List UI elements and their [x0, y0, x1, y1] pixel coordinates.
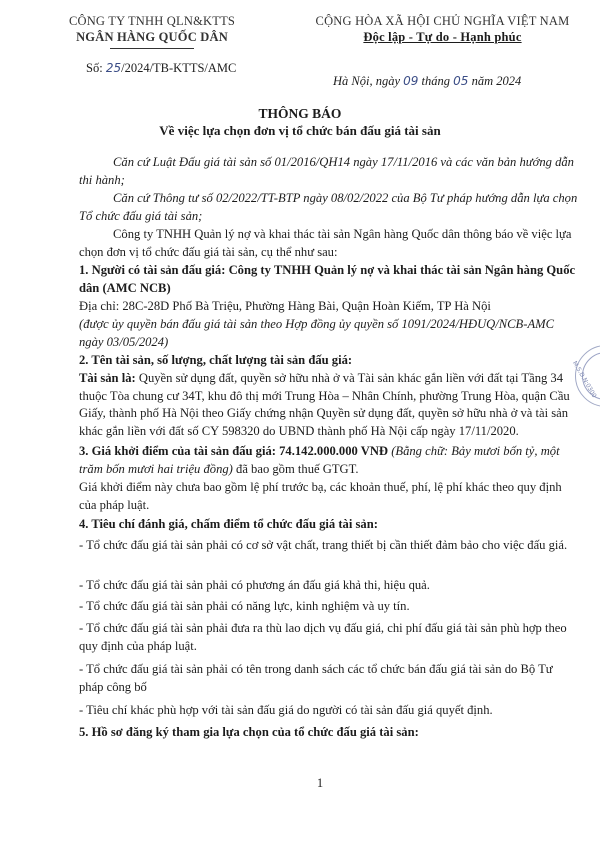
- org-name-line1: CÔNG TY TNHH QLN&KTTS: [68, 14, 236, 28]
- doc-no-prefix: Số:: [86, 61, 106, 75]
- asset-description: Quyền sử dụng đất, quyền sở hữu nhà ở và Tài sản khác gắn liền với đất tại Tầng 34 thuộc Tòa chung cư 34T, khu đô thị mới Trung Hòa – Nhân Chính, phường Trung Hòa, quận Cầu Giấy, thành phố Hà Nội theo Giấy chứng nhận Quyền sử dụng đất, quyền sở hữu nhà ở và tài sản khác gắn liền với đất số CY 598320 do UBND thành phố Hà Nội cấp ngày 17/11/2020.: [79, 371, 570, 438]
- document-subtitle: Về việc lựa chọn đơn vị tổ chức bán đấu giá tài sản: [159, 123, 441, 138]
- criteria-item-1: - Tổ chức đấu giá tài sản phải có cơ sở vật chất, trang thiết bị cần thiết đảm bảo cho việc đấu giá.: [79, 538, 568, 552]
- section-3: [79, 443, 579, 478]
- section-2-heading: 2. Tên tài sản, số lượng, chất lượng tài sản đấu giá:: [79, 353, 353, 367]
- place-prefix: Hà Nội, ngày: [333, 74, 404, 88]
- section-2-asset: [79, 370, 579, 440]
- year-label: năm 2024: [468, 74, 522, 88]
- document-number: [86, 61, 236, 76]
- section-4-heading: 4. Tiêu chí đánh giá, chấm điểm tổ chức đấu giá tài sản:: [79, 517, 378, 531]
- starting-price-heading: 3. Giá khởi điểm của tài sản đấu giá: 74.142.000.000 VNĐ: [79, 444, 392, 458]
- place-date: [333, 74, 521, 89]
- section-5-heading: 5. Hồ sơ đăng ký tham gia lựa chọn của tổ chức đấu giá tài sản:: [79, 725, 419, 739]
- asset-label: Tài sản là:: [79, 371, 139, 385]
- section-3-note: Giá khởi điểm này chưa bao gồm lệ phí trước bạ, các khoản thuế, phí, lệ phí khác theo quy định của pháp luật.: [79, 480, 562, 512]
- criteria-item-5: - Tổ chức đấu giá tài sản phải có tên trong danh sách các tổ chức bán đấu giá tài sản do Bộ Tư pháp công bố: [79, 662, 553, 694]
- nation-title: CỘNG HÒA XÃ HỘI CHỦ NGHĨA VIỆT NAM: [315, 14, 570, 28]
- legal-basis-2: Căn cứ Thông tư số 02/2022/TT-BTP ngày 08/02/2022 của Bộ Tư pháp hướng dẫn lựa chọn Tổ chức đấu giá tài sản;: [79, 191, 578, 223]
- criteria-item-6: - Tiêu chí khác phù hợp với tài sản đấu giá do người có tài sản đấu giá quyết định.: [79, 703, 493, 717]
- document-title: THÔNG BÁO: [258, 106, 342, 121]
- month-handwritten: 05: [453, 74, 469, 88]
- org-underline: [110, 48, 194, 49]
- legal-basis-1: Căn cứ Luật Đấu giá tài sản số 01/2016/QH14 ngày 17/11/2016 và các văn bản hướng dẫn thi hành;: [79, 155, 574, 187]
- doc-no-suffix: /2024/TB-KTTS/AMC: [121, 61, 237, 75]
- org-name-line2: NGÂN HÀNG QUỐC DÂN: [76, 30, 228, 44]
- page-number: 1: [316, 776, 324, 790]
- criteria-item-2: - Tổ chức đấu giá tài sản phải có phương án đấu giá khả thi, hiệu quả.: [79, 578, 430, 592]
- criteria-item-3: - Tổ chức đấu giá tài sản phải có năng lực, kinh nghiệm và uy tín.: [79, 599, 410, 613]
- day-handwritten: 09: [403, 74, 419, 88]
- starting-price-tail: đã bao gồm thuế GTGT.: [232, 461, 359, 476]
- nation-motto-text: Độc lập - Tự do - Hạnh phúc: [363, 30, 522, 44]
- criteria-item-4: - Tổ chức đấu giá tài sản phải đưa ra thù lao dịch vụ đấu giá, chi phí đấu giá tài sản phù hợp theo quy định của pháp luật.: [79, 621, 567, 653]
- section-1-address: Địa chỉ: 28C-28D Phố Bà Triệu, Phường Hàng Bài, Quận Hoàn Kiếm, TP Hà Nội: [79, 299, 491, 313]
- doc-no-handwritten: 25: [105, 61, 122, 75]
- month-label: tháng: [418, 74, 454, 88]
- company-seal-text: M.S.D.N:0300: [570, 360, 598, 400]
- intro-paragraph: Công ty TNHH Quản lý nợ và khai thác tài sản Ngân hàng Quốc dân thông báo về việc lựa chọn đơn vị tổ chức đấu giá tài sản, cụ thể như sau:: [79, 227, 572, 259]
- section-1-heading: 1. Người có tài sản đấu giá: Công ty TNHH Quản lý nợ và khai thác tài sản Ngân hàng Quốc dân (AMC NCB): [79, 263, 576, 295]
- nation-motto: [300, 30, 585, 45]
- starting-price-words: (Bằng chữ: Bảy mươi bốn tỷ, một trăm bốn mươi hai triệu đồng): [79, 444, 560, 476]
- section-1-note: (được ủy quyền bán đấu giá tài sản theo Hợp đồng ủy quyền số 1091/2024/HĐUQ/NCB-AMC ngày 03/05/2024): [79, 317, 555, 349]
